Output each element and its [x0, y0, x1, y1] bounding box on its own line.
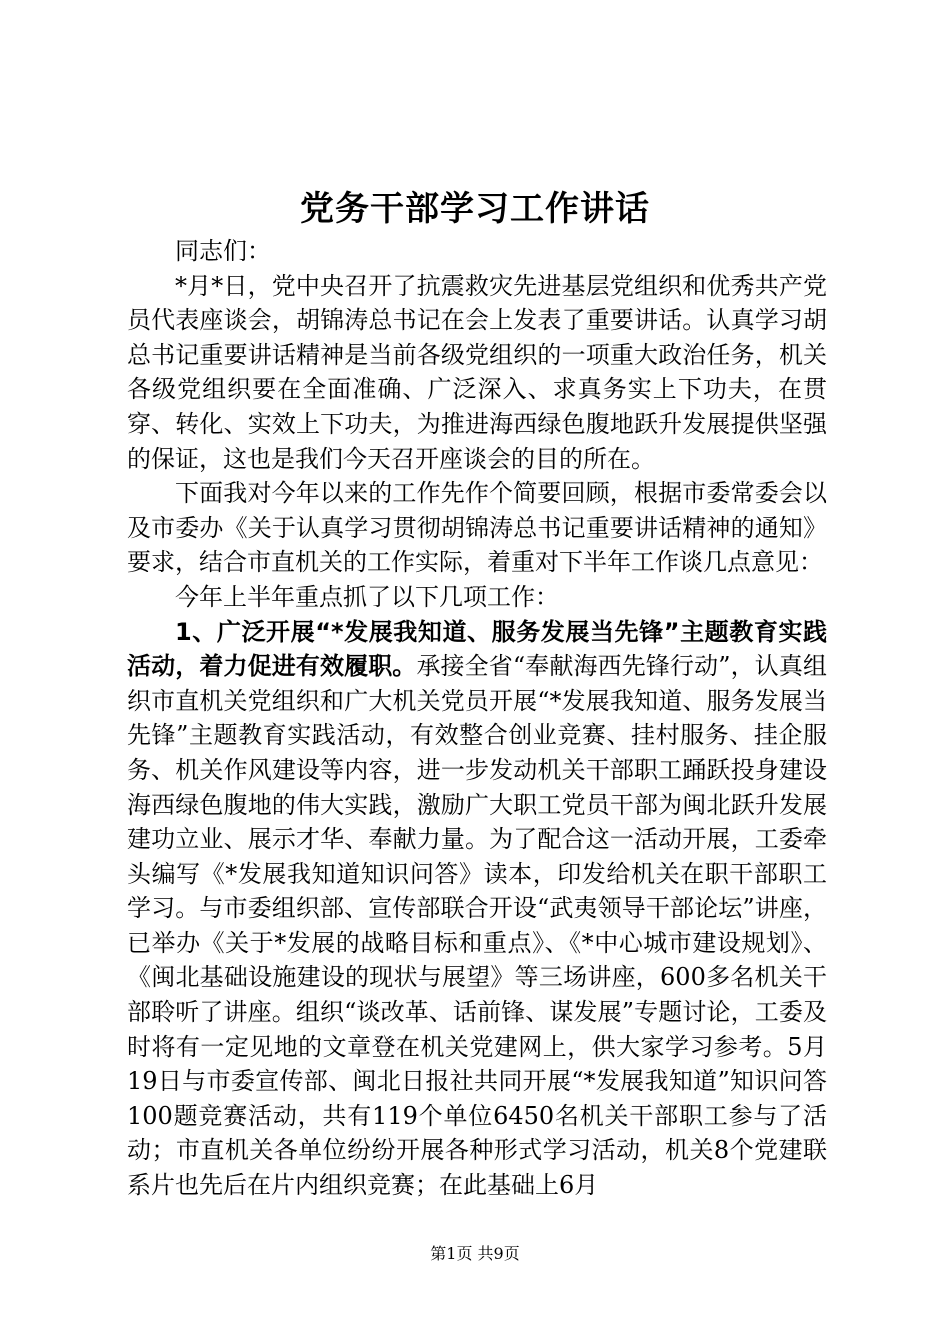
paragraph-3: 今年上半年重点抓了以下几项工作：	[175, 582, 559, 611]
document-title: 党务干部学习工作讲话	[300, 189, 650, 229]
salutation: 同志们：	[175, 237, 271, 265]
document-body	[127, 234, 827, 1203]
paragraph-item-1	[127, 615, 827, 1203]
item-1-lead: 1、广泛开展“*发展我知道、服务发展当先锋”主题教育实践活动，着力促进有效履职。	[127, 617, 827, 681]
paragraph-2: 下面我对今年以来的工作先作个简要回顾，根据市委常委会以及市委办《关于认真学习贯彻胡锦涛总书记重要讲话精神的通知》要求，结合市直机关的工作实际，着重对下半年工作谈几点意见：	[127, 479, 827, 577]
paragraph-1: *月*日，党中央召开了抗震救灾先进基层党组织和优秀共产党员代表座谈会，胡锦涛总书记在会上发表了重要讲话。认真学习胡总书记重要讲话精神是当前各级党组织的一项重大政治任务，机关各级党组织要在全面准确、广泛深入、求真务实上下功夫，在贯穿、转化、实效上下功夫，为推进海西绿色腹地跃升发展提供坚强的保证，这也是我们今天召开座谈会的目的所在。	[127, 271, 827, 473]
page-footer: 第1页 共9页	[430, 1244, 520, 1263]
item-1-text: 承接全省“奉献海西先锋行动”，认真组织市直机关党组织和广大机关党员开展“*发展我知道、服务发展当先锋”主题教育实践活动，有效整合创业竞赛、挂村服务、挂企服务、机关作风建设等内容，进一步发动机关干部职工踊跃投身建设海西绿色腹地的伟大实践，激励广大职工党员干部为闽北跃升发展建功立业、展示才华、奉献力量。为了配合这一活动开展，工委牵头编写《*发展我知道知识问答》读本，印发给机关在职干部职工学习。与市委组织部、宣传部联合开设“武夷领导干部论坛”讲座，已举办《关于*发展的战略目标和重点》、《*中心城市建设规划》、《闽北基础设施建设的现状与展望》等三场讲座，600多名机关干部聆听了讲座。组织“谈改革、话前锋、谋发展”专题讨论，工委及时将有一定见地的文章登在机关党建网上，供大家学习参考。5月19日与市委宣传部、闽北日报社共同开展“*发展我知道”知识问答100题竞赛活动，共有119个单位6450名机关干部职工参与了活动；市直机关各单位纷纷开展各种形式学习活动，机关8个党建联系片也先后在片内组织竞赛；在此基础上6月	[127, 652, 827, 1200]
